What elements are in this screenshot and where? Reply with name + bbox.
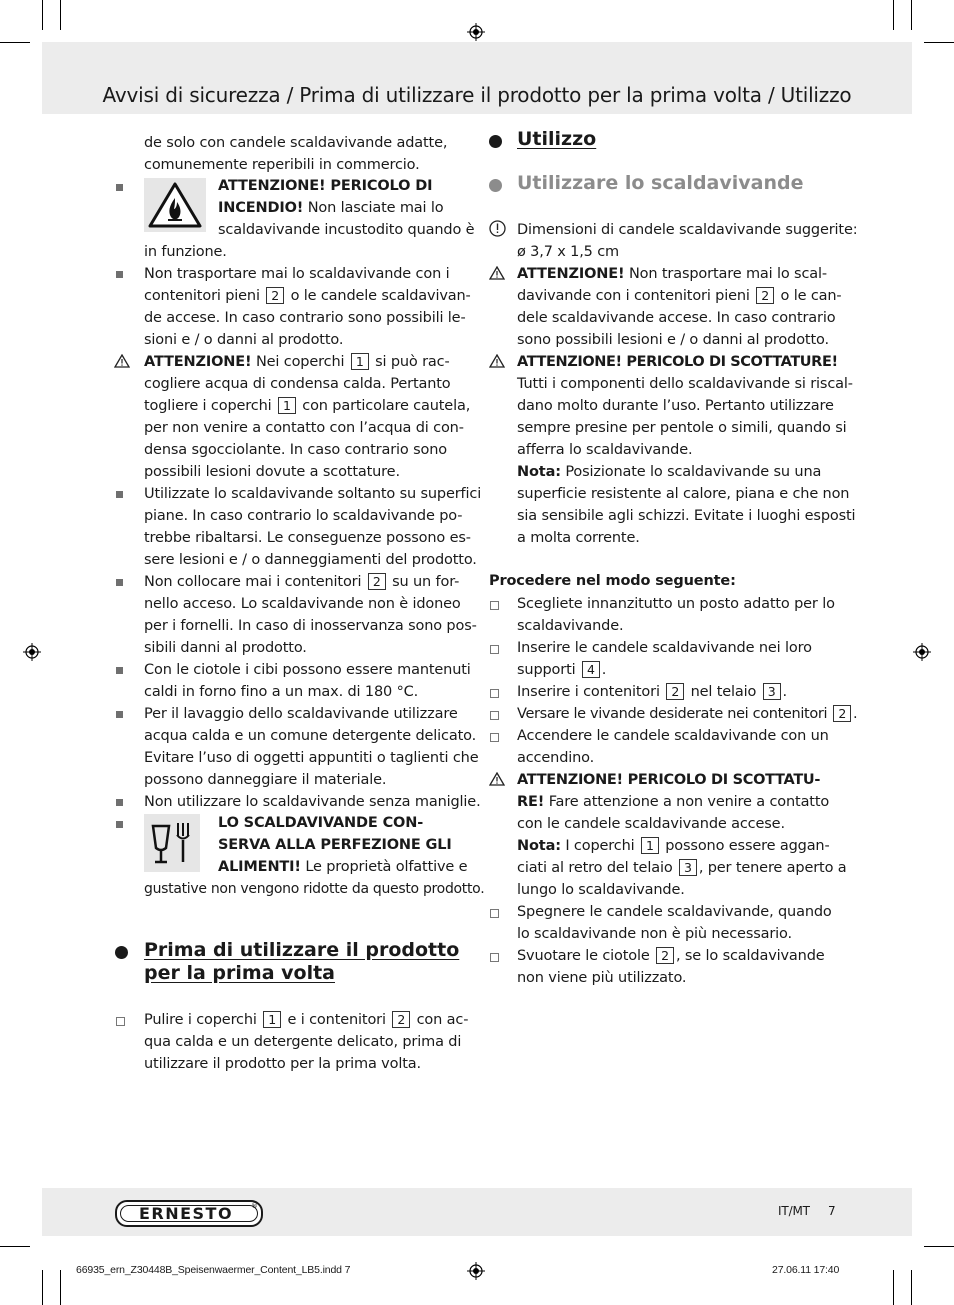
safety-item-line: Non collocare mai i contenitori 2 su un for- [144,574,460,590]
warning-triangle-icon [489,772,505,786]
safety-item-line: possibili lesioni dovute a scottature. [144,464,400,480]
crop-mark [911,0,912,30]
intro-line: de solo con candele scaldavivande adatte, [144,135,448,151]
safety-item-line: sibili danni al prodotto. [144,640,307,656]
safety-item-line: nello acceso. Lo scaldavivande non è idoneo [144,596,461,612]
step-line: Spegnere le candele scaldavivande, quando [517,904,832,920]
step-line: Svuotare le ciotole 2 , se lo scaldavivande [517,948,825,964]
crop-mark [0,1246,30,1247]
crop-mark [0,42,30,43]
step-line: supporti 4 . [517,662,607,678]
crop-mark [911,1270,912,1305]
safety-item-line: per i fornelli. In caso di inosservanza sono pos- [144,618,477,634]
print-file-info: 66935_ern_Z30448B_Speisenwaermer_Content_LB5.indd 7 [76,1264,351,1276]
food-safe-title: LO SCALDAVIVANDE CON- [218,815,424,831]
safety-item-line: sere lesioni e / o danneggiamenti del prodotto. [144,552,477,568]
warning-line: dele scaldavivande accese. In caso contrario [517,310,836,326]
safety-item-line: Utilizzate lo scaldavivande soltanto su superfici [144,486,482,502]
note-line: Dimensioni di candele scaldavivande suggerite: [517,222,858,238]
warning-title: ATTENZIONE! PERICOLO DI SCOTTATU- [517,772,821,788]
crop-mark [60,1270,61,1305]
crop-mark [42,1270,43,1305]
safety-item-line: Non trasportare mai lo scaldavivande con i [144,266,450,282]
fire-hazard-icon [144,178,206,232]
page-number: 7 [828,1204,836,1218]
bullet-checkbox [490,953,499,962]
heading-dot-gray [489,179,502,192]
safety-item-line: caldi in forno fino a un max. di 180 °C. [144,684,419,700]
warning-line: dano molto durante l’uso. Pertanto utilizzare [517,398,834,414]
warning-line: con le candele scaldavivande accese. [517,816,785,832]
heading-dot [489,135,502,148]
bullet-checkbox [490,601,499,610]
safety-item-line: Evitare l’uso di oggetti appuntiti o taglienti che [144,750,479,766]
step-line: accendino. [517,750,595,766]
registration-mark-icon [467,23,485,41]
intro-line: comunemente reperibili in commercio. [144,157,420,173]
warning-line: superficie resistente al calore, piana e che non [517,486,850,502]
warning-line: lungo lo scaldavivande. [517,882,685,898]
bullet-checkbox [490,711,499,720]
safety-item-line: acqua calda e un comune detergente delicato. [144,728,477,744]
bullet-checkbox [116,1017,125,1026]
safety-item-line: ATTENZIONE! Nei coperchi 1 si può rac- [144,354,450,370]
procedure-title: Procedere nel modo seguente: [489,573,736,589]
bullet-square [116,799,123,806]
safety-item-line: Non utilizzare lo scaldavivande senza maniglie. [144,794,481,810]
warning-line: Tutti i componenti dello scaldavivande si riscal- [517,376,853,392]
brand-logo [115,1200,263,1227]
step-line: non viene più utilizzato. [517,970,687,986]
warning-line: afferra lo scaldavivande. [517,442,693,458]
food-safe-line: gustative non vengono ridotte da questo prodotto. [144,881,485,897]
safety-item-line: possono danneggiare il materiale. [144,772,387,788]
info-exclamation-icon [489,220,506,237]
crop-mark [924,42,954,43]
step-line: Scegliete innanzitutto un posto adatto per lo [517,596,835,612]
section-heading-use: Utilizzo [517,128,597,150]
crop-mark [893,1270,894,1305]
registration-mark-icon [913,643,931,661]
warning-line: RE! Fare attenzione a non venire a contatto [517,794,830,810]
bullet-square [116,579,123,586]
food-safe-glass-fork-icon [144,814,200,872]
safety-item-line: trebbe ribaltarsi. Le conseguenze possono es- [144,530,471,546]
warning-line: a molta corrente. [517,530,640,546]
warning-title: ATTENZIONE! PERICOLO DI SCOTTATURE! [517,354,838,370]
page-title: Avvisi di sicurezza / Prima di utilizzare il prodotto per la prima volta / Utilizzo [102,83,852,107]
safety-item-line: piane. In caso contrario lo scaldavivande po- [144,508,463,524]
fire-warning-line: INCENDIO! Non lasciate mai lo [218,200,444,216]
safety-item-line: contenitori pieni 2 o le candele scaldavivan- [144,288,471,304]
crop-mark [893,0,894,30]
step-line: scaldavivande. [517,618,624,634]
warning-line: sempre presine per pentole o simili, quando si [517,420,847,436]
safety-item-line: densa sgocciolante. In caso contrario sono [144,442,447,458]
warning-line: Nota: I coperchi 1 possono essere aggan- [517,838,830,854]
brand-logo-text: ERNESTO [138,1204,234,1223]
registration-mark-icon [467,1262,485,1280]
brand-registered-mark: ® [251,1202,258,1210]
crop-mark [924,1246,954,1247]
bullet-square [116,184,123,191]
bullet-checkbox [490,689,499,698]
crop-mark [42,0,43,30]
food-safe-title: SERVA ALLA PERFEZIONE GLI [218,837,452,853]
food-safe-line: ALIMENTI! Le proprietà olfattive e [218,859,468,875]
bullet-square [116,667,123,674]
fire-warning-line: in funzione. [144,244,227,260]
section-heading-first-use: per la prima volta [144,962,335,984]
warning-line: davivande con i contenitori pieni 2 o le can- [517,288,842,304]
safety-item-line: togliere i coperchi 1 con particolare cautela, [144,398,471,414]
warning-line: Nota: Posizionate lo scaldavivande su una [517,464,822,480]
step-line: Inserire le candele scaldavivande nei loro [517,640,812,656]
safety-item-line: de accese. In caso contrario sono possibili le- [144,310,466,326]
bullet-checkbox [490,909,499,918]
subsection-heading: Utilizzare lo scaldavivande [517,172,804,194]
warning-triangle-icon [114,354,130,368]
safety-item-line: per non venire a contatto con l’acqua di con- [144,420,464,436]
step-line: Pulire i coperchi 1 e i contenitori 2 con ac- [144,1012,469,1028]
crop-mark [60,0,61,30]
section-heading-first-use: Prima di utilizzare il prodotto [144,939,460,961]
warning-line: ciati al retro del telaio 3 , per tenere aperto a [517,860,847,876]
step-line: Versare le vivande desiderate nei contenitori 2 . [517,706,858,722]
bullet-checkbox [490,645,499,654]
bullet-square [116,491,123,498]
warning-line: sono possibili lesioni e / o danni al prodotto. [517,332,829,348]
registration-mark-icon [23,643,41,661]
warning-triangle-icon [489,354,505,368]
safety-item-line: Con le ciotole i cibi possono essere mantenuti [144,662,471,678]
step-line: Inserire i contenitori 2 nel telaio 3 . [517,684,787,700]
note-line: ø 3,7 x 1,5 cm [517,244,620,260]
safety-item-line: Per il lavaggio dello scaldavivande utilizzare [144,706,458,722]
heading-dot [115,946,128,959]
warning-line: sia sensibile agli schizzi. Evitate i luoghi esposti [517,508,856,524]
step-line: qua calda e un detergente delicato, prima di [144,1034,462,1050]
fire-warning-title: ATTENZIONE! PERICOLO DI [218,178,433,194]
fire-warning-line: scaldavivande incustodito quando è [218,222,475,238]
bullet-checkbox [490,733,499,742]
print-date-info: 27.06.11 17:40 [772,1264,840,1276]
safety-item-line: cogliere acqua di condensa calda. Pertanto [144,376,451,392]
step-line: lo scaldavivande non è più necessario. [517,926,792,942]
bullet-square [116,821,123,828]
step-line: Accendere le candele scaldavivande con un [517,728,829,744]
bullet-square [116,271,123,278]
safety-item-line: sioni e / o danni al prodotto. [144,332,344,348]
language-code: IT/MT [778,1204,810,1218]
step-line: utilizzare il prodotto per la prima volta. [144,1056,421,1072]
warning-triangle-icon [489,266,505,280]
warning-line: ATTENZIONE! Non trasportare mai lo scal- [517,266,827,282]
bullet-square [116,711,123,718]
